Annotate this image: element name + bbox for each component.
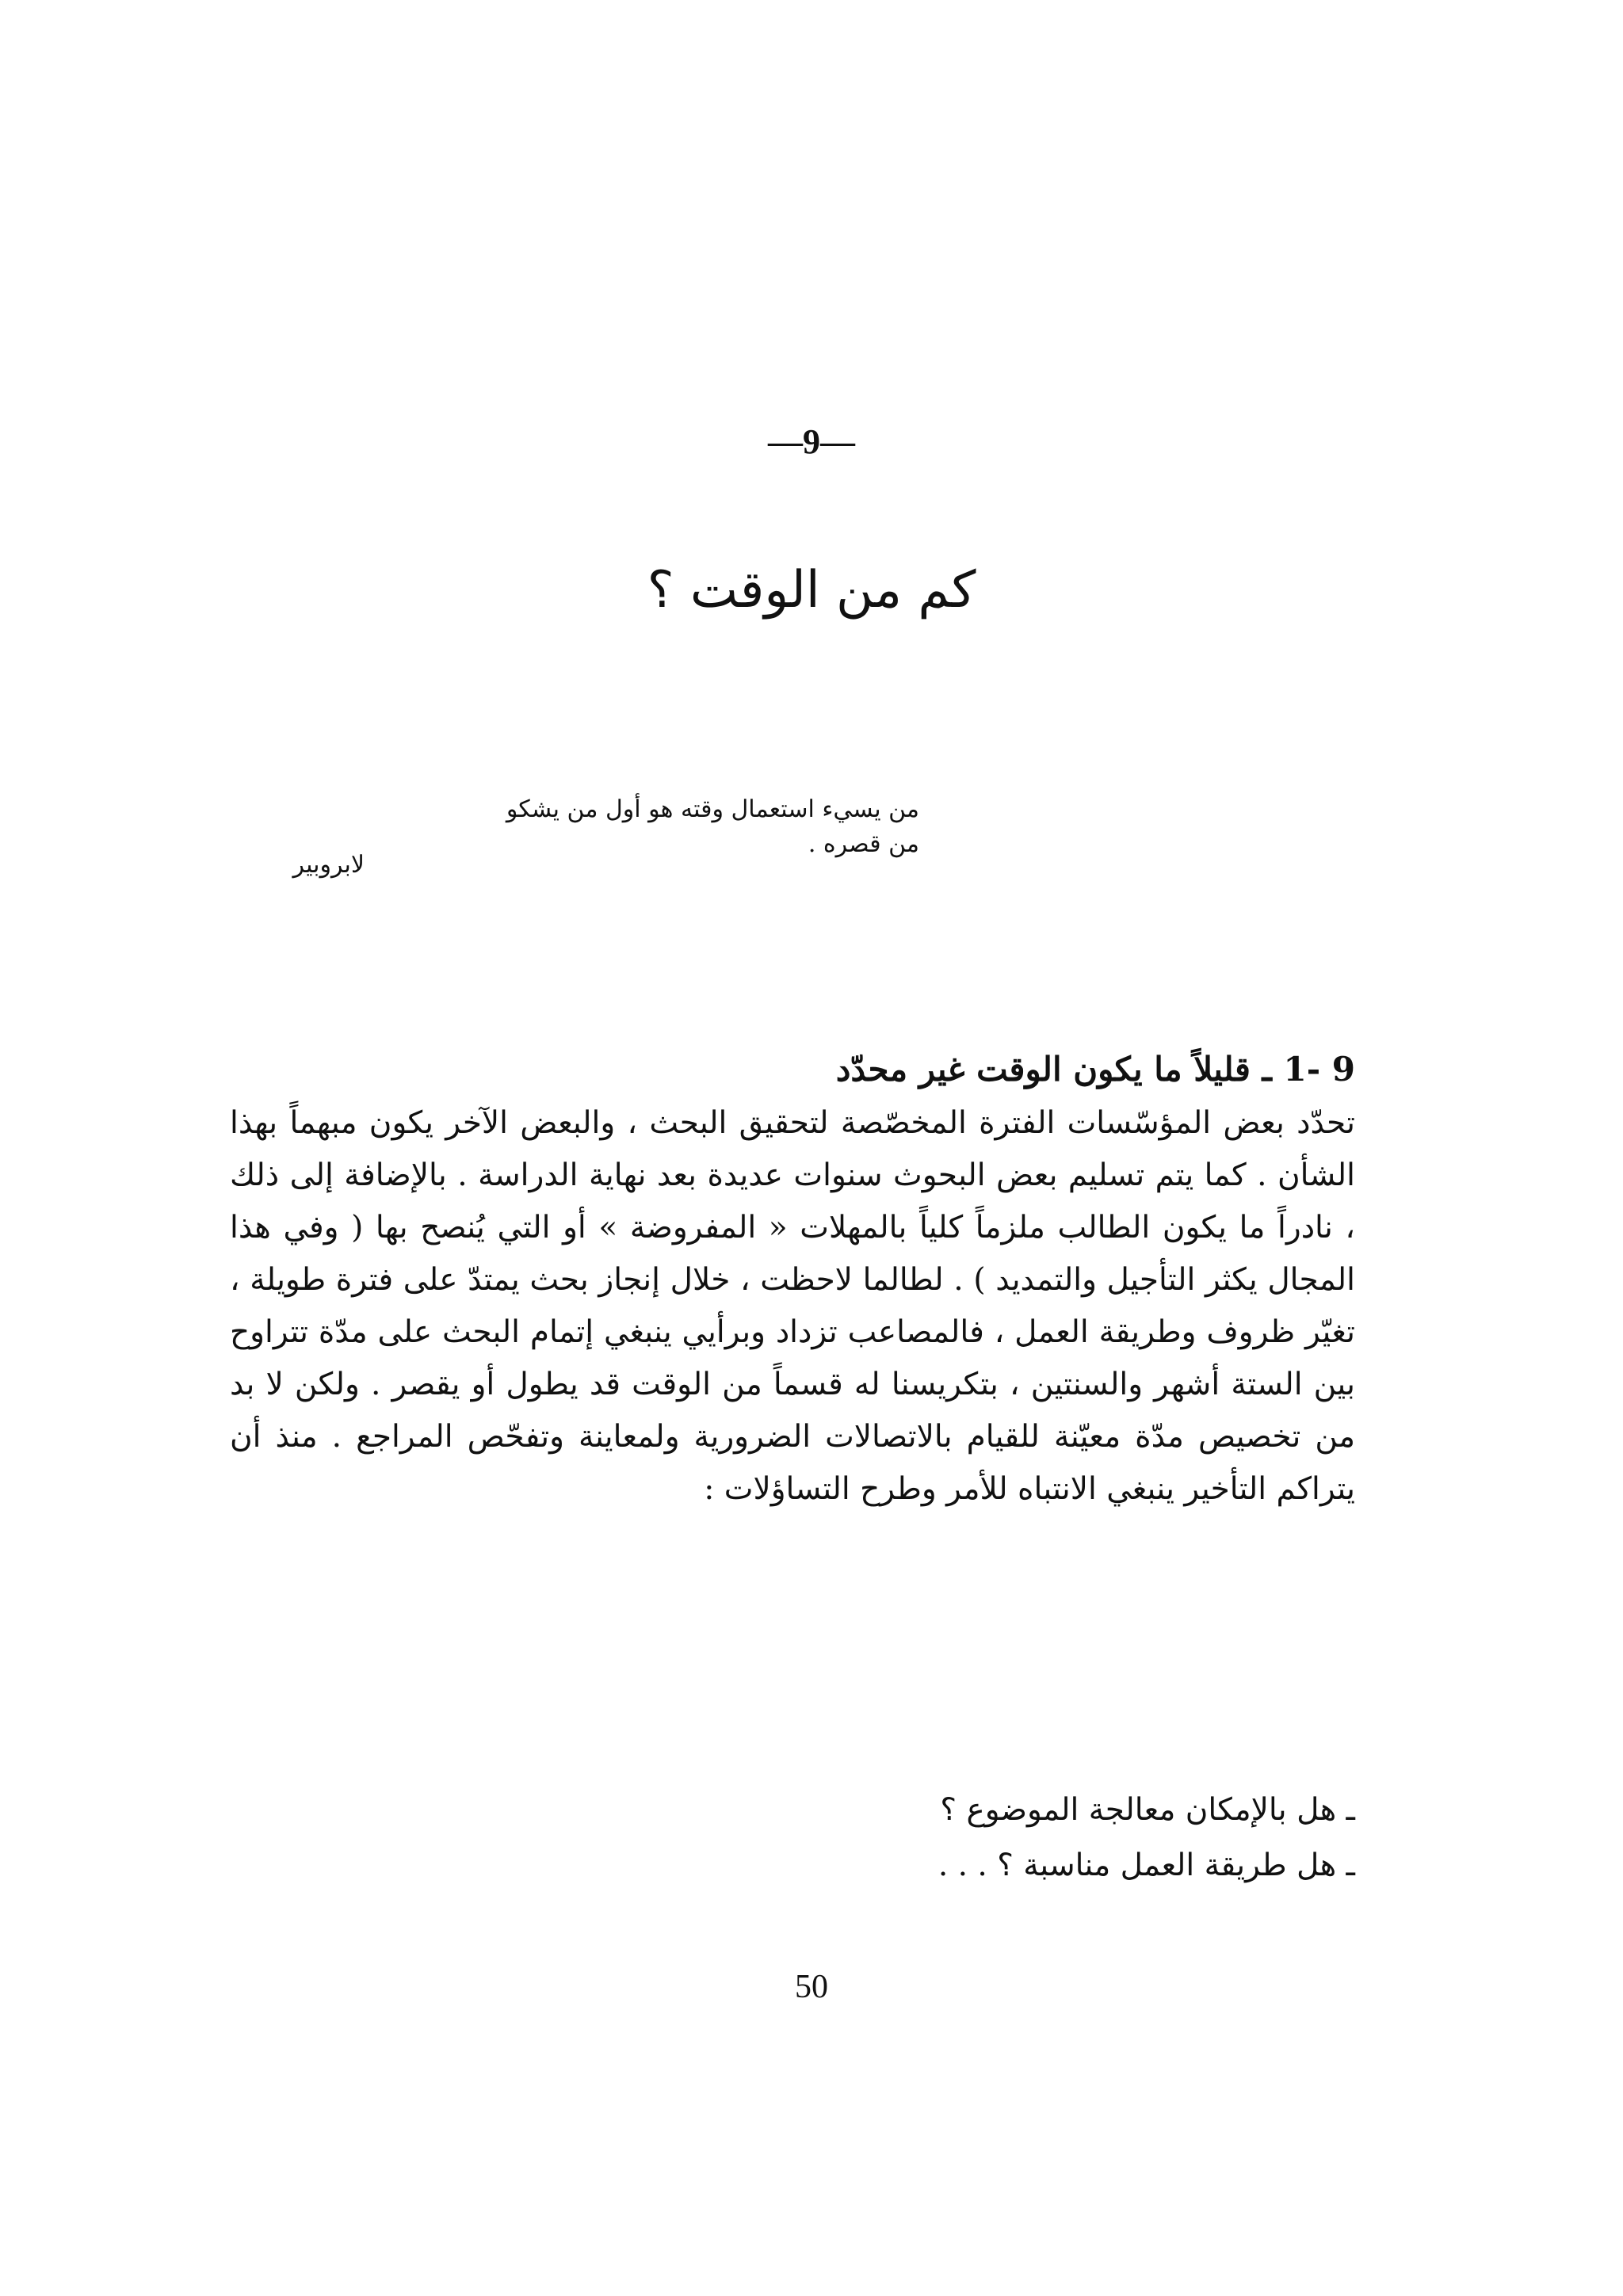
body-paragraph: تحدّد بعض المؤسّسات الفترة المخصّصة لتحقيق البحث ، والبعض الآخر يكون مبهماً بهذا الشأن . كما يتم تسليم بعض البحوث سنوات عديدة بعد نهاية الدراسة . بالإضافة إلى ذلك ، نادراً ما يكون الطالب ملزماً كلياً بالمهلات « المفروضة » أو التي يُنصح بها ( وفي هذا المجال يكثر التأجيل والتمديد ) . لطالما لاحظت ، خلال إنجاز بحث يمتدّ على فترة طويلة ، تغيّر ظروف وطريقة العمل ، فالمصاعب تزداد وبرأيي ينبغي إتمام البحث على مدّة تتراوح بين الستة أشهر والسنتين ، بتكريسنا له قسماً من الوقت قد يطول أو يقصر . ولكن لا بد من تخصيص مدّة معيّنة للقيام بالاتصالات الضرورية ولمعاينة وتفحّص المراجع . منذ أن يتراكم التأخير ينبغي الانتباه للأمر وطرح التساؤلات : — [230, 1105, 1355, 1507]
chapter-number: —9— — [768, 422, 855, 461]
question-list — [230, 1783, 1355, 1894]
epigraph-quote: من يسيء استعمال وقته هو أول من يشكو من قصره . — [506, 795, 919, 858]
section-heading: 9 -1 ـ قليلاً ما يكون الوقت غير محدّد — [835, 1050, 1355, 1089]
question-item: ـ هل طريقة العمل مناسبة ؟ . . . — [938, 1848, 1355, 1883]
chapter-title: كم من الوقت ؟ — [647, 561, 976, 620]
epigraph-author: لابروبير — [292, 851, 365, 879]
page-number: 50 — [795, 1969, 828, 2005]
question-item: ـ هل بالإمكان معالجة الموضوع ؟ — [940, 1792, 1355, 1828]
